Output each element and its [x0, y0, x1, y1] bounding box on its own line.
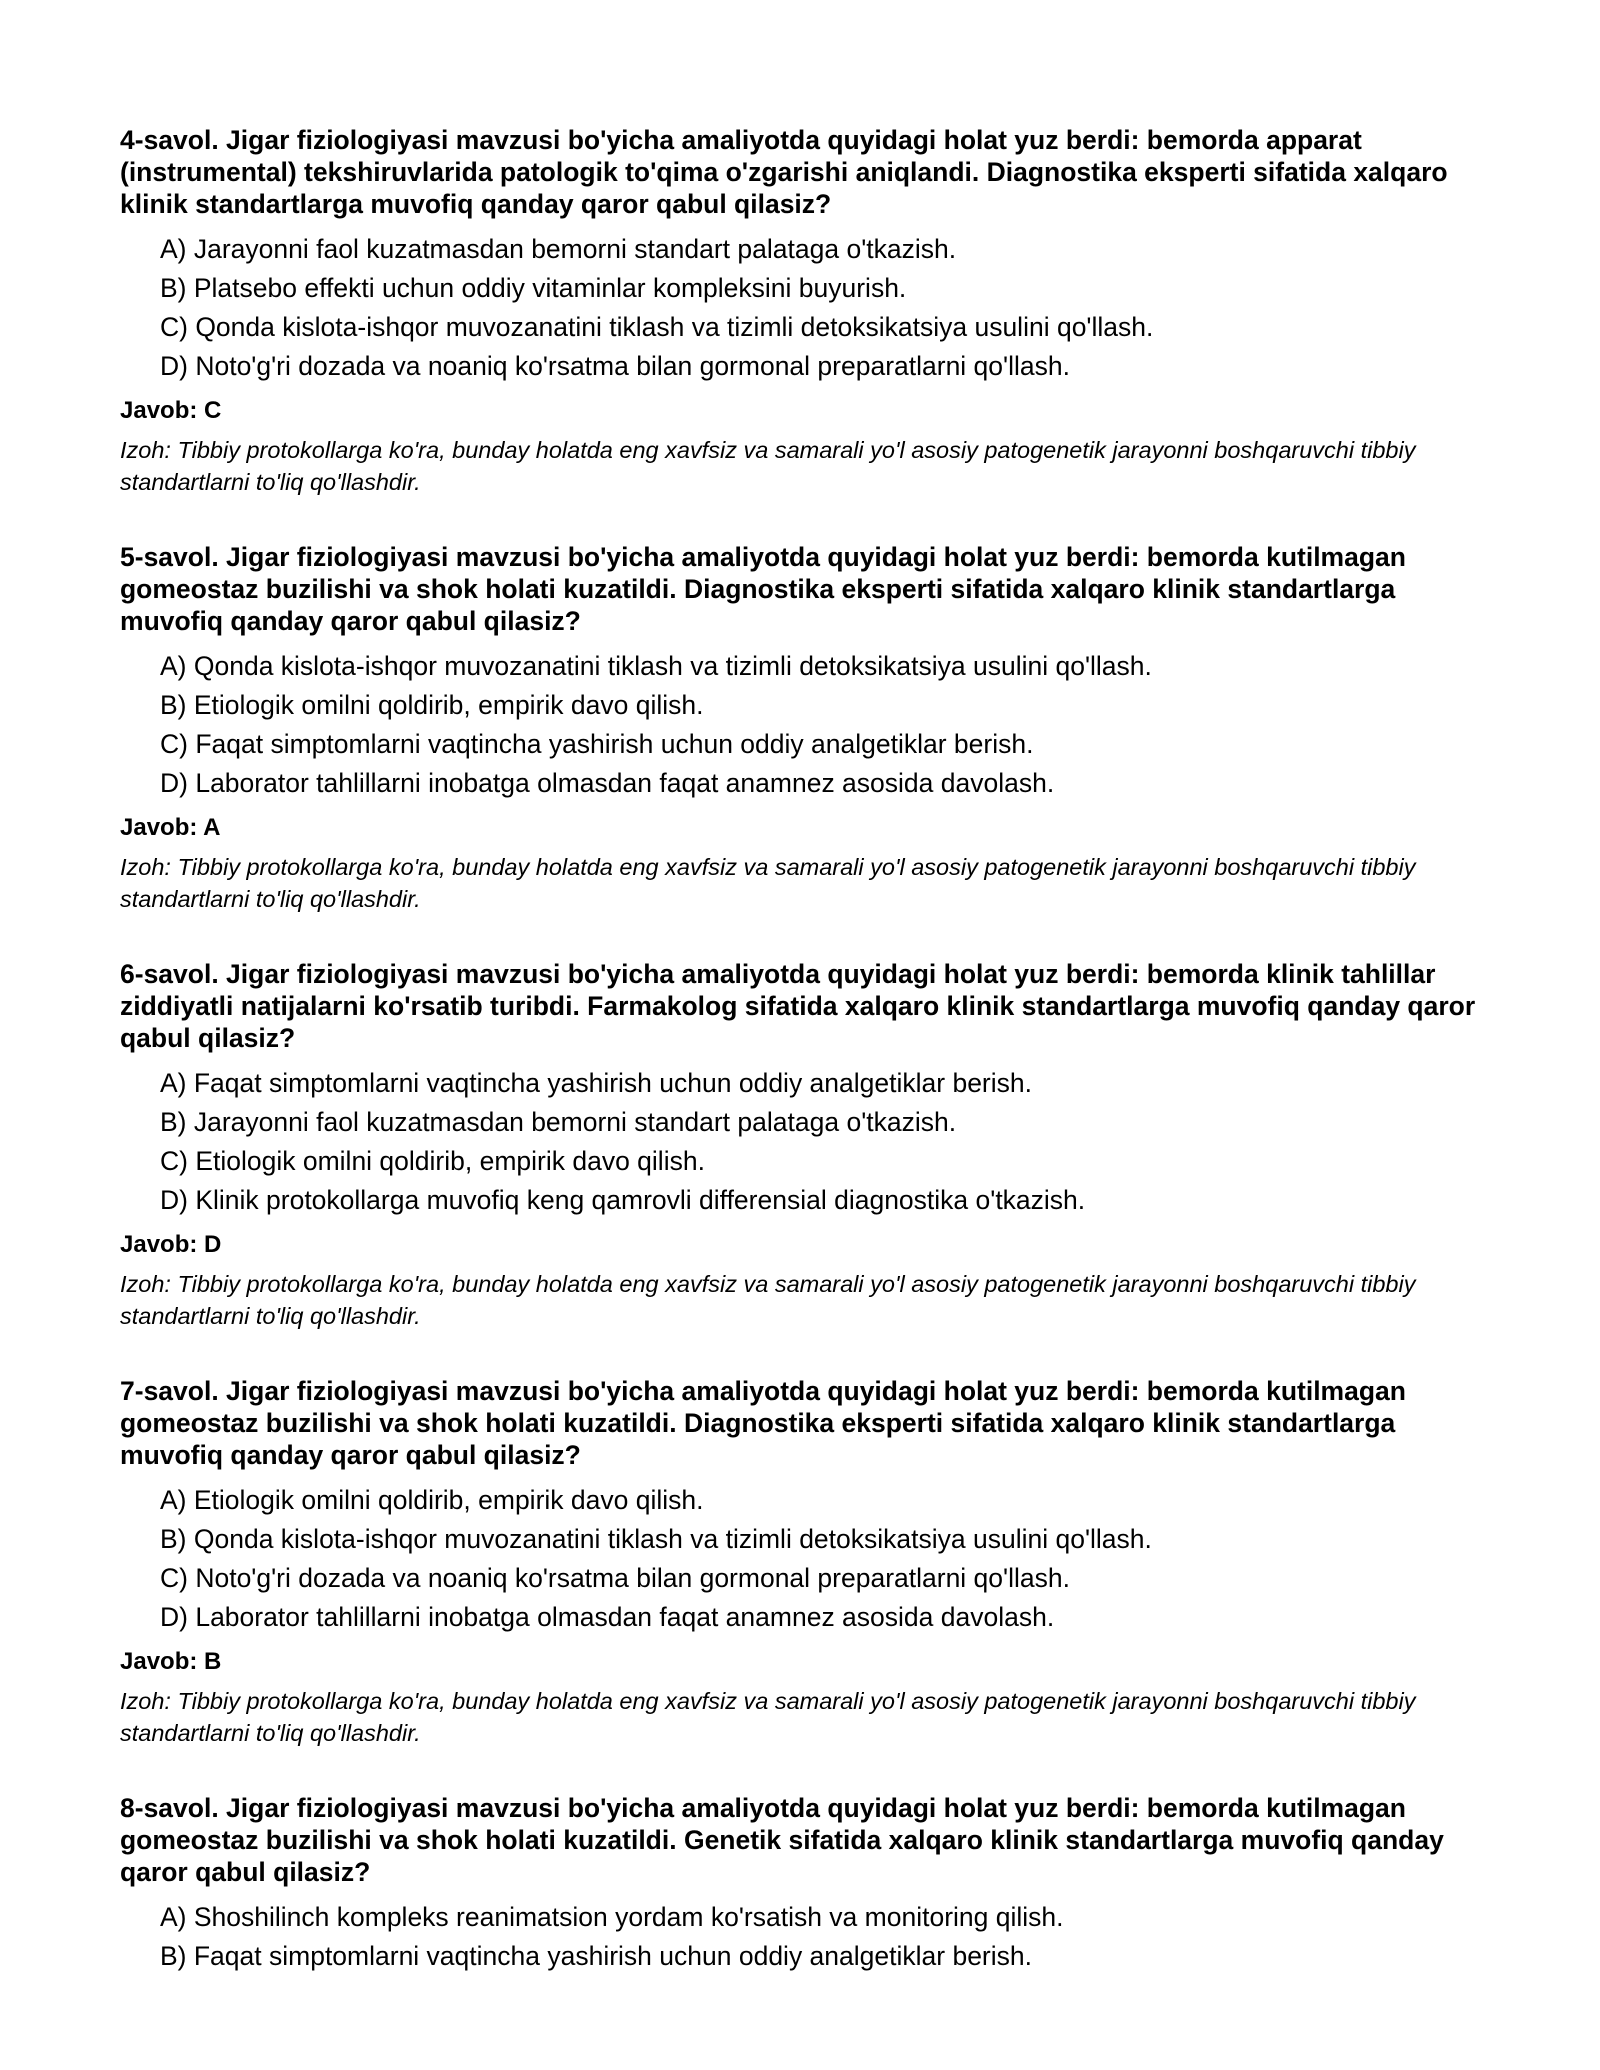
option-a: A) Shoshilinch kompleks reanimatsion yordam ko'rsatish va monitoring qilish.: [160, 1902, 1064, 1932]
option-b: B) Jarayonni faol kuzatmasdan bemorni standart palataga o'tkazish.: [160, 1107, 957, 1137]
question-title: 8-savol. Jigar fiziologiyasi mavzusi bo'yicha amaliyotda quyidagi holat yuz berdi: bemorda kutilmagan gomeostaz buzilishi va shok holati kuzatildi. Genetik sifatida xalqaro klinik standartlarga muvofiq qanday qaror qabul qilasiz?: [120, 1793, 1444, 1887]
option-b: B) Etiologik omilni qoldirib, empirik davo qilish.: [160, 690, 704, 720]
option-d: D) Laborator tahlillarni inobatga olmasdan faqat anamnez asosida davolash.: [160, 1602, 1055, 1632]
options-list: [120, 230, 1490, 386]
option-b: B) Faqat simptomlarni vaqtincha yashirish uchun oddiy analgetiklar berish.: [160, 1941, 1032, 1971]
explanation-note: Izoh: Tibbiy protokollarga ko'ra, bunday holatda eng xavfsiz va samarali yo'l asosiy patogenetik jarayonni boshqaruvchi tibbiy standartlarni to'liq qo'llashdir.: [120, 854, 1416, 912]
options-list: [120, 647, 1490, 803]
option-c: C) Etiologik omilni qoldirib, empirik davo qilish.: [160, 1146, 705, 1176]
option-c: C) Qonda kislota-ishqor muvozanatini tiklash va tizimli detoksikatsiya usulini qo'llash.: [160, 312, 1154, 342]
explanation-note: Izoh: Tibbiy protokollarga ko'ra, bunday holatda eng xavfsiz va samarali yo'l asosiy patogenetik jarayonni boshqaruvchi tibbiy standartlarni to'liq qo'llashdir.: [120, 1688, 1416, 1746]
option-d: D) Noto'g'ri dozada va noaniq ko'rsatma bilan gormonal preparatlarni qo'llash.: [160, 351, 1070, 381]
explanation-note: Izoh: Tibbiy protokollarga ko'ra, bunday holatda eng xavfsiz va samarali yo'l asosiy patogenetik jarayonni boshqaruvchi tibbiy standartlarni to'liq qo'llashdir.: [120, 437, 1416, 495]
option-b: B) Platsebo effekti uchun oddiy vitaminlar kompleksini buyurish.: [160, 273, 907, 303]
options-list: [120, 1898, 1490, 1976]
option-a: A) Etiologik omilni qoldirib, empirik davo qilish.: [160, 1485, 704, 1515]
option-c: C) Noto'g'ri dozada va noaniq ko'rsatma bilan gormonal preparatlarni qo'llash.: [160, 1563, 1070, 1593]
option-a: A) Jarayonni faol kuzatmasdan bemorni standart palataga o'tkazish.: [160, 234, 957, 264]
option-d: D) Klinik protokollarga muvofiq keng qamrovli differensial diagnostika o'tkazish.: [160, 1185, 1086, 1215]
options-list: [120, 1064, 1490, 1220]
options-list: [120, 1481, 1490, 1637]
question-title: 5-savol. Jigar fiziologiyasi mavzusi bo'yicha amaliyotda quyidagi holat yuz berdi: bemorda kutilmagan gomeostaz buzilishi va shok holati kuzatildi. Diagnostika eksperti sifatida xalqaro klinik standartlarga muvofiq qanday qaror qabul qilasiz?: [120, 542, 1406, 636]
question-5: [120, 541, 1490, 915]
question-title: 7-savol. Jigar fiziologiyasi mavzusi bo'yicha amaliyotda quyidagi holat yuz berdi: bemorda kutilmagan gomeostaz buzilishi va shok holati kuzatildi. Diagnostika eksperti sifatida xalqaro klinik standartlarga muvofiq qanday qaror qabul qilasiz?: [120, 1376, 1406, 1470]
explanation-note: Izoh: Tibbiy protokollarga ko'ra, bunday holatda eng xavfsiz va samarali yo'l asosiy patogenetik jarayonni boshqaruvchi tibbiy standartlarni to'liq qo'llashdir.: [120, 1271, 1416, 1329]
answer: Javob: C: [120, 397, 222, 424]
answer: Javob: A: [120, 814, 221, 841]
question-7: [120, 1375, 1490, 1749]
option-d: D) Laborator tahlillarni inobatga olmasdan faqat anamnez asosida davolash.: [160, 768, 1055, 798]
question-title: 4-savol. Jigar fiziologiyasi mavzusi bo'yicha amaliyotda quyidagi holat yuz berdi: bemorda apparat (instrumental) tekshiruvlarida patologik to'qima o'zgarishi aniqlandi. Diagnostika eksperti sifatida xalqaro klinik standartlarga muvofiq qanday qaror qabul qilasiz?: [120, 125, 1448, 219]
option-a: A) Qonda kislota-ishqor muvozanatini tiklash va tizimli detoksikatsiya usulini qo'llash.: [160, 651, 1152, 681]
question-4: [120, 124, 1490, 498]
question-8: [120, 1792, 1490, 1976]
option-a: A) Faqat simptomlarni vaqtincha yashirish uchun oddiy analgetiklar berish.: [160, 1068, 1032, 1098]
question-6: [120, 958, 1490, 1332]
question-title: 6-savol. Jigar fiziologiyasi mavzusi bo'yicha amaliyotda quyidagi holat yuz berdi: bemorda klinik tahlillar ziddiyatli natijalarni ko'rsatib turibdi. Farmakolog sifatida xalqaro klinik standartlarga muvofiq qanday qaror qabul qilasiz?: [120, 959, 1476, 1053]
option-c: C) Faqat simptomlarni vaqtincha yashirish uchun oddiy analgetiklar berish.: [160, 729, 1034, 759]
answer: Javob: D: [120, 1231, 222, 1258]
option-b: B) Qonda kislota-ishqor muvozanatini tiklash va tizimli detoksikatsiya usulini qo'llash.: [160, 1524, 1152, 1554]
answer: Javob: B: [120, 1648, 222, 1675]
